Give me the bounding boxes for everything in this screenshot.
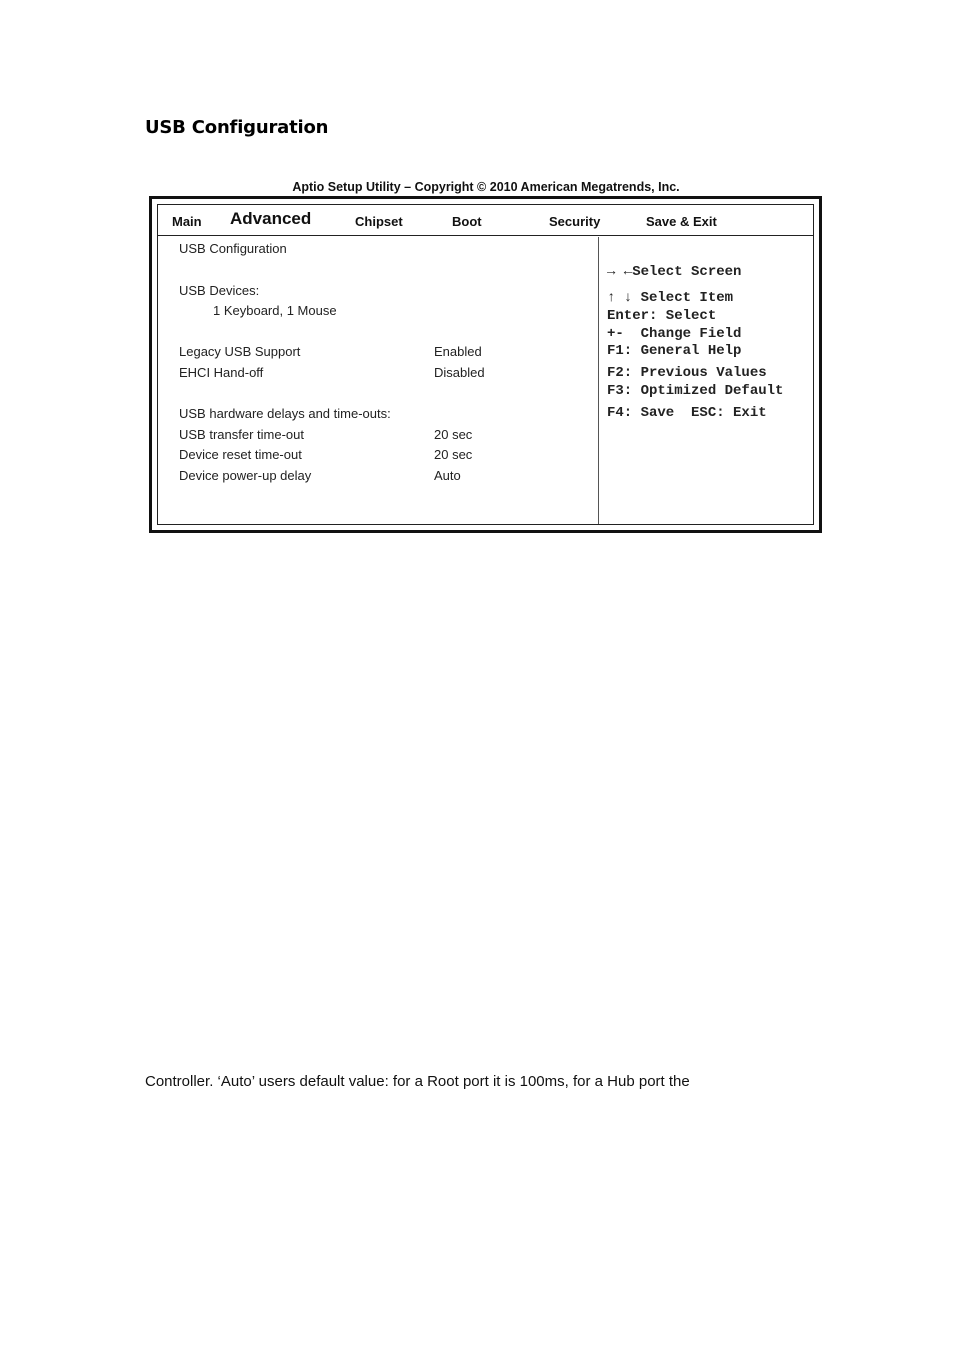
ehci-handoff-value[interactable]: Disabled — [434, 365, 485, 380]
delays-header: USB hardware delays and time-outs: — [179, 406, 391, 421]
menu-chipset[interactable]: Chipset — [355, 214, 403, 229]
usb-transfer-timeout-label[interactable]: USB transfer time-out — [179, 427, 304, 442]
menu-security[interactable]: Security — [549, 214, 601, 229]
help-select-screen: → ←Select Screen — [607, 264, 742, 280]
menu-advanced[interactable]: Advanced — [230, 209, 312, 228]
menu-boot[interactable]: Boot — [452, 214, 482, 229]
bios-caption: Aptio Setup Utility – Copyright © 2010 American Megatrends, Inc. — [292, 180, 680, 194]
help-select-item: ↑ ↓ Select Item — [607, 290, 734, 306]
bios-screenshot — [149, 196, 822, 533]
usb-devices-value: 1 Keyboard, 1 Mouse — [213, 303, 337, 318]
menu-main[interactable]: Main — [172, 214, 202, 229]
bios-menubar — [158, 205, 813, 236]
help-change-field: +- Change Field — [607, 326, 742, 342]
bios-frame — [157, 204, 814, 525]
legacy-usb-support-label[interactable]: Legacy USB Support — [179, 344, 301, 359]
help-enter-select: Enter: Select — [607, 308, 717, 324]
settings-pane — [158, 237, 599, 524]
help-pane — [600, 237, 813, 524]
usb-devices-label: USB Devices: — [179, 283, 260, 298]
help-previous-values: F2: Previous Values — [607, 365, 767, 381]
help-general-help: F1: General Help — [607, 343, 742, 359]
menu-save-exit[interactable]: Save & Exit — [646, 214, 717, 229]
usb-transfer-timeout-value[interactable]: 20 sec — [434, 427, 473, 442]
screen-title: USB Configuration — [179, 241, 287, 256]
device-powerup-delay-label[interactable]: Device power-up delay — [179, 468, 312, 483]
legacy-usb-support-value[interactable]: Enabled — [434, 344, 482, 359]
body-text: Controller. ‘Auto’ users default value: for a Root port it is 100ms, for a Hub port the — [145, 1073, 690, 1090]
device-powerup-delay-value[interactable]: Auto — [434, 468, 461, 483]
device-reset-timeout-label[interactable]: Device reset time-out — [179, 447, 302, 462]
device-reset-timeout-value[interactable]: 20 sec — [434, 447, 473, 462]
section-title: USB Configuration — [145, 117, 329, 138]
ehci-handoff-label[interactable]: EHCI Hand-off — [179, 365, 264, 380]
help-save-exit: F4: Save ESC: Exit — [607, 405, 767, 421]
help-optimized-default: F3: Optimized Default — [607, 383, 784, 399]
